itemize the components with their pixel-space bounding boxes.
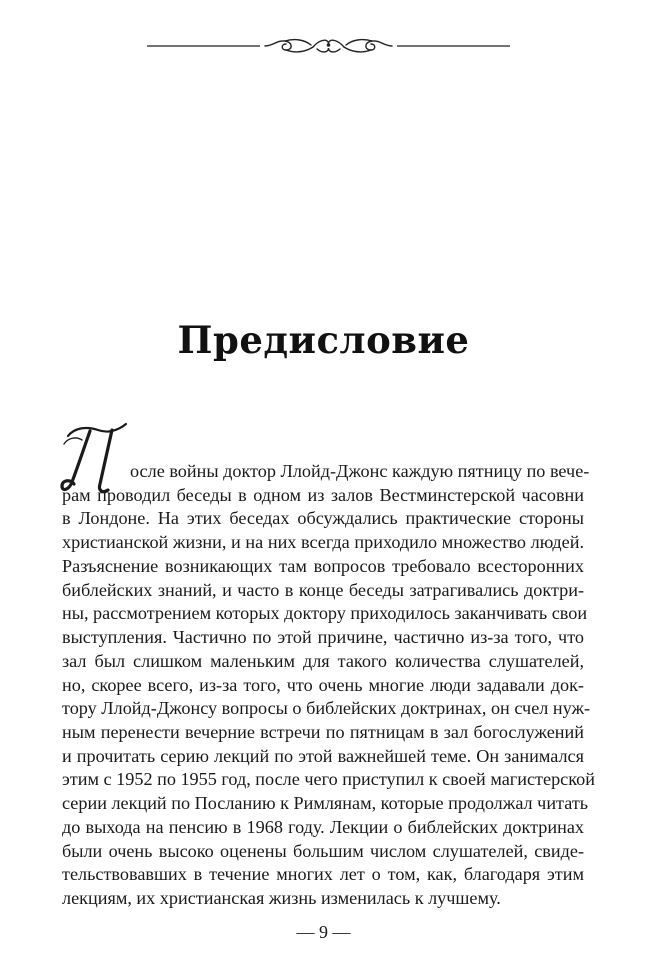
- paragraph-line: серии лекций по Посланию к Римлянам, которые продолжал читать: [62, 793, 589, 813]
- paragraph-line: были очень высоко оценены большим числом слушателей, свиде-: [62, 841, 584, 861]
- paragraph-line: рам проводил беседы в одном из залов Вестминстерской часовни: [62, 485, 584, 505]
- paragraph-line: лекциям, их христианская жизнь изменилась к лучшему.: [62, 888, 501, 908]
- paragraph-line: Разъяснение возникающих там вопросов требовало всесторонних: [62, 556, 584, 576]
- paragraph-line: и прочитать серию лекций по этой важнейшей теме. Он занимался: [62, 746, 584, 766]
- paragraph-line: зал был слишком маленьким для такого количества слушателей,: [62, 651, 584, 671]
- paragraph-line: тельствовавших в течение многих лет о том, как, благодаря этим: [62, 864, 584, 884]
- paragraph-line: библейских знаний, и часто в конце беседы затрагивались доктри-: [62, 580, 584, 600]
- paragraph-line: христианской жизни, и на них всегда приходило множество людей.: [62, 532, 584, 552]
- chapter-title: Предисловие: [177, 318, 470, 362]
- decorative-flourish-ornament: [147, 32, 510, 60]
- paragraph-line: ным перенести вечерние встречи по пятницам в зал богослужений: [62, 722, 584, 742]
- paragraph-line: выступления. Частично по этой причине, частично из-за того, что: [62, 627, 584, 647]
- paragraph-line: ны, рассмотрением которых доктору приходилось заканчивать свои: [62, 603, 588, 623]
- paragraph-line: но, скорее всего, из-за того, что очень многие люди задавали док-: [62, 675, 584, 695]
- paragraph-line: этим с 1952 по 1955 год, после чего приступил к своей магистерской: [62, 769, 595, 789]
- paragraph-line: до выхода на пенсию в 1968 году. Лекции о библейских доктринах: [62, 817, 584, 837]
- paragraph-line: тору Ллойд-Джонсу вопросы о библейских доктринах, он счел нуж-: [62, 698, 591, 718]
- paragraph-line: в Лондоне. На этих беседах обсуждались практические стороны: [62, 508, 584, 528]
- paragraph-line: осле войны доктор Ллойд-Джонс каждую пятницу по вече-: [130, 461, 590, 481]
- page-number: — 9 —: [296, 922, 351, 942]
